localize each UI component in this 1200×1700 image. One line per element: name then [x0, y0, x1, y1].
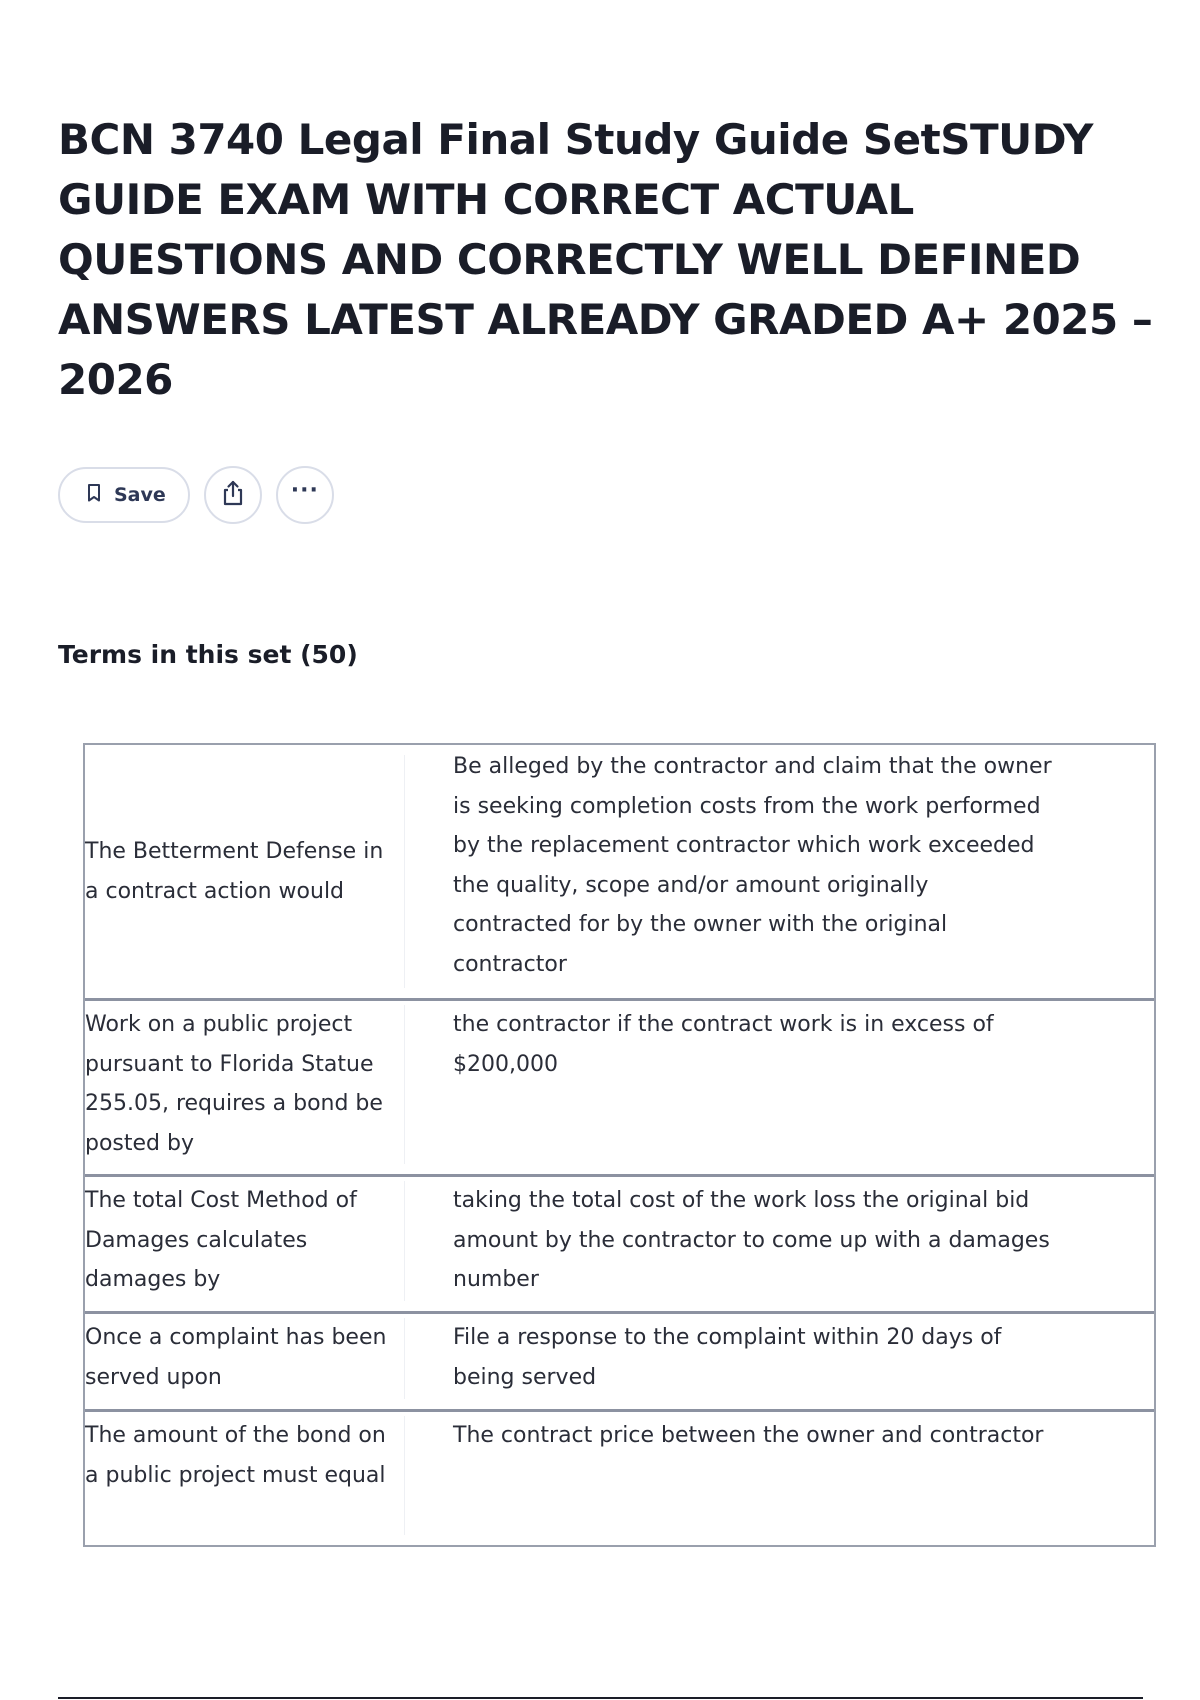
definition-cell — [405, 1416, 1154, 1535]
share-icon — [220, 479, 246, 512]
more-options-icon: ··· — [290, 478, 319, 503]
definition-text: the contractor if the contract work is in excess of $200,000 — [453, 1012, 994, 1077]
bottom-divider — [58, 1697, 1143, 1699]
more-options-button[interactable] — [276, 466, 334, 524]
definition-text: File a response to the complaint within 20 days of being served — [453, 1325, 1002, 1390]
definition-cell — [405, 1181, 1154, 1301]
terms-table — [83, 743, 1156, 1547]
table-row — [85, 1412, 1154, 1545]
term-cell — [85, 1318, 405, 1399]
save-button-label: Save — [114, 484, 166, 506]
definition-cell — [405, 747, 1154, 988]
save-button[interactable] — [58, 467, 190, 523]
definition-cell — [405, 1005, 1154, 1164]
action-bar — [58, 465, 334, 525]
term-cell — [85, 1181, 405, 1301]
bookmark-icon — [86, 483, 102, 508]
term-cell — [85, 1005, 405, 1164]
table-row — [85, 745, 1154, 1001]
definition-text: The contract price between the owner and contractor — [453, 1423, 1044, 1448]
table-row — [85, 1314, 1154, 1412]
definition-cell — [405, 1318, 1154, 1399]
term-text: The amount of the bond on a public project must equal — [85, 1423, 386, 1488]
terms-heading: Terms in this set (50) — [58, 640, 358, 669]
definition-text: Be alleged by the contractor and claim that the owner is seeking completion costs from the work performed by the replacement contractor which work exceeded the quality, scope and/or amount originally contracted for by the owner with the original contractor — [453, 754, 1052, 977]
table-row — [85, 1177, 1154, 1314]
term-text: The Betterment Defense in a contract action would — [85, 839, 384, 904]
term-text: Work on a public project pursuant to Florida Statue 255.05, requires a bond be posted by — [85, 1012, 383, 1156]
definition-text: taking the total cost of the work loss the original bid amount by the contractor to come up with a damages number — [453, 1188, 1050, 1292]
term-text: The total Cost Method of Damages calculates damages by — [85, 1188, 357, 1292]
page-title: BCN 3740 Legal Final Study Guide SetSTUDY GUIDE EXAM WITH CORRECT ACTUAL QUESTIONS AND CORRECTLY WELL DEFINED ANSWERS LATEST ALREADY GRADED A+ 2025 – 2026 — [58, 115, 1153, 404]
term-cell — [85, 755, 405, 988]
share-button[interactable] — [204, 466, 262, 524]
term-cell — [85, 1416, 405, 1535]
table-row — [85, 1001, 1154, 1177]
term-text: Once a complaint has been served upon — [85, 1325, 387, 1390]
